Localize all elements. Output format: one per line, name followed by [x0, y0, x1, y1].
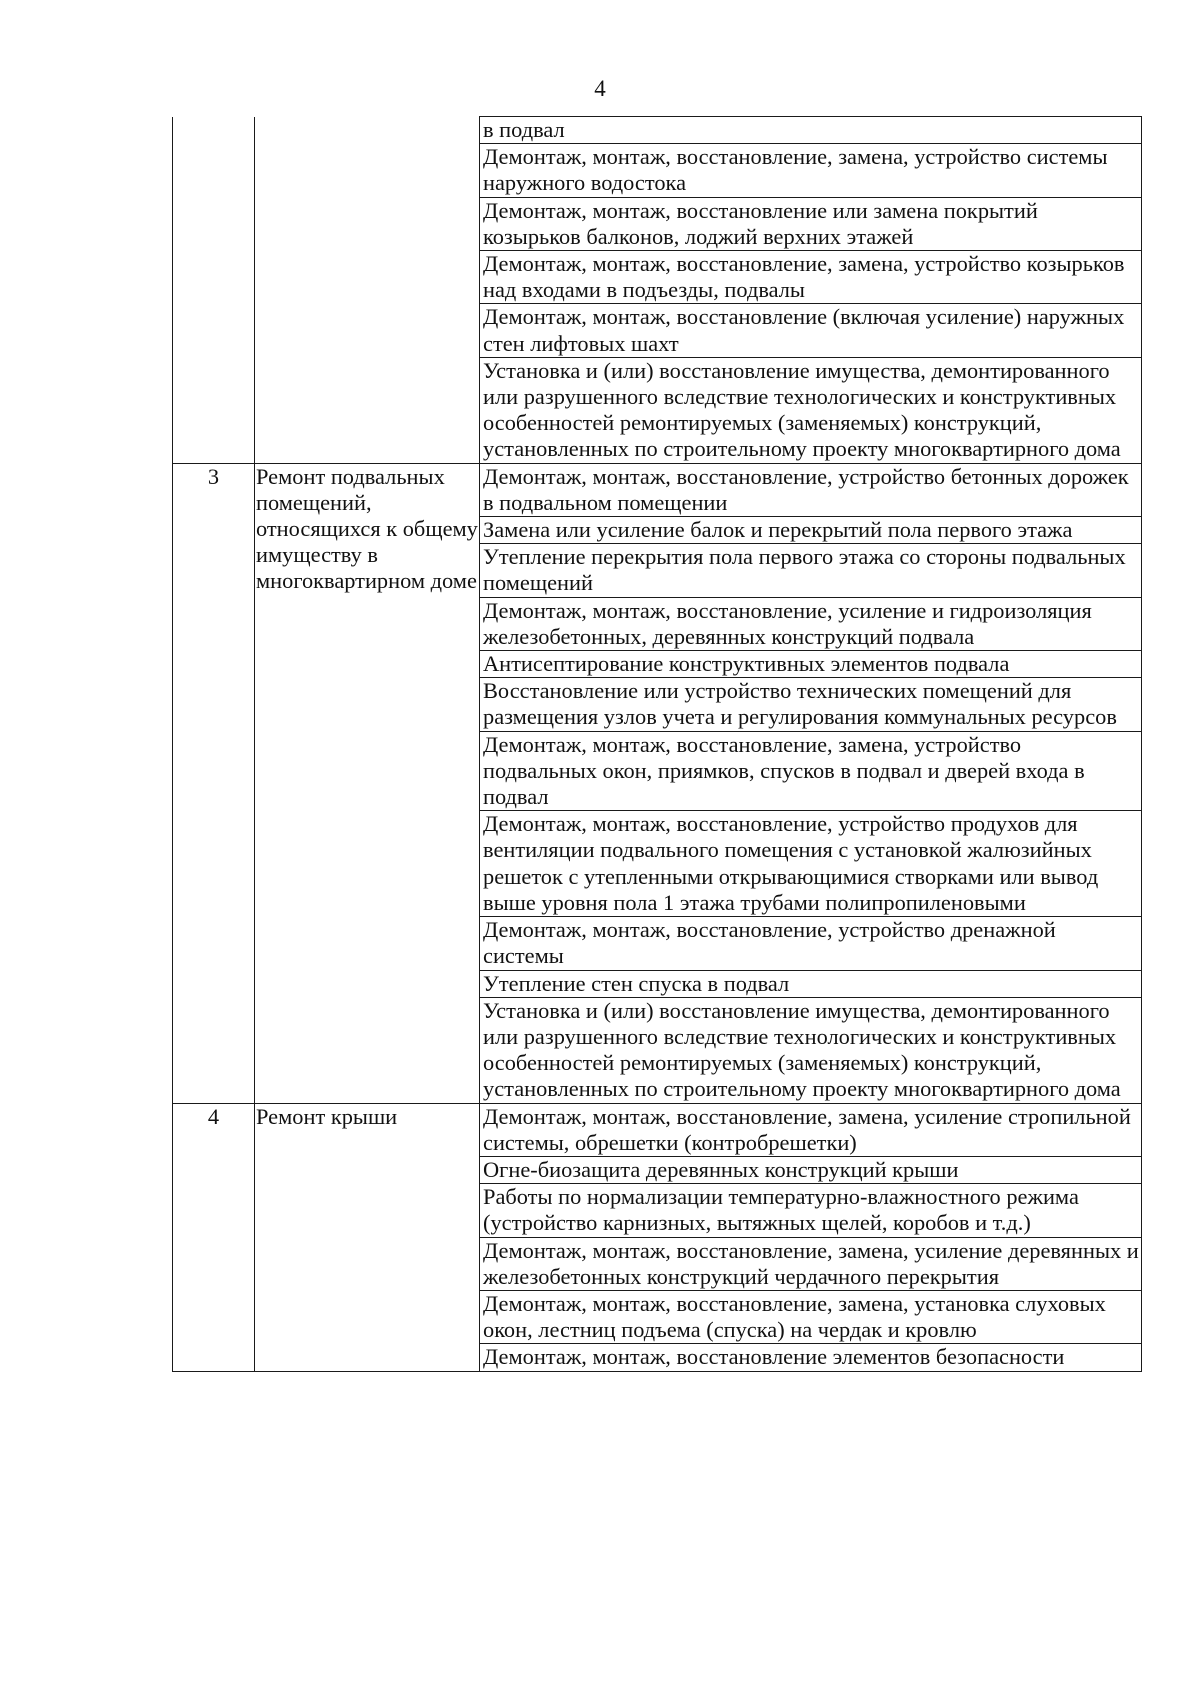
table-row: [173, 117, 1142, 144]
work-item: Демонтаж, монтаж, восстановление, усиление и гидроизоляция железобетонных, деревянных конструкций подвала: [480, 597, 1142, 650]
category-cell: [255, 117, 480, 464]
work-item: Демонтаж, монтаж, восстановление или замена покрытий козырьков балконов, лоджий верхних этажей: [480, 197, 1142, 250]
work-item: Демонтаж, монтаж, восстановление, устройство дренажной системы: [480, 917, 1142, 970]
work-item: Демонтаж, монтаж, восстановление, замена, усиление деревянных и железобетонных конструкций чердачного перекрытия: [480, 1237, 1142, 1290]
work-item: Демонтаж, монтаж, восстановление, замена, устройство козырьков над входами в подъезды, подвалы: [480, 251, 1142, 304]
category-cell: Ремонт крыши: [255, 1103, 480, 1371]
work-item: Демонтаж, монтаж, восстановление, замена, устройство системы наружного водостока: [480, 144, 1142, 197]
table-row: [173, 463, 1142, 516]
item-number-cell: 3: [173, 463, 255, 1103]
work-item: Установка и (или) восстановление имущества, демонтированного или разрушенного вследствие технологических и конструктивных особенностей ремонтируемых (заменяемых) конструкций, установленных по строительному проекту многоквартирного дома: [480, 997, 1142, 1103]
work-item: Демонтаж, монтаж, восстановление, устройство бетонных дорожек в подвальном помещении: [480, 463, 1142, 516]
work-item: Утепление перекрытия пола первого этажа со стороны подвальных помещений: [480, 544, 1142, 597]
work-item: Демонтаж, монтаж, восстановление, замена, установка слуховых окон, лестниц подъема (спуска) на чердак и кровлю: [480, 1290, 1142, 1343]
item-number-cell: 4: [173, 1103, 255, 1371]
work-item: Работы по нормализации температурно-влажностного режима (устройство карнизных, вытяжных щелей, коробов и т.д.): [480, 1184, 1142, 1237]
page-number: 4: [594, 76, 606, 101]
work-item: Восстановление или устройство технических помещений для размещения узлов учета и регулирования коммунальных ресурсов: [480, 678, 1142, 731]
work-item: Огне-биозащита деревянных конструкций крыши: [480, 1156, 1142, 1183]
category-cell: Ремонт подвальных помещений, относящихся к общему имуществу в многоквартирном доме: [255, 463, 480, 1103]
work-item: Антисептирование конструктивных элементов подвала: [480, 651, 1142, 678]
work-item: Демонтаж, монтаж, восстановление элементов безопасности: [480, 1344, 1142, 1371]
work-item: Замена или усиление балок и перекрытий пола первого этажа: [480, 517, 1142, 544]
work-item: в подвал: [480, 117, 1142, 144]
work-item: Демонтаж, монтаж, восстановление (включая усиление) наружных стен лифтовых шахт: [480, 304, 1142, 357]
work-item: Утепление стен спуска в подвал: [480, 970, 1142, 997]
works-table: [172, 116, 1142, 1372]
work-item: Демонтаж, монтаж, восстановление, замена, устройство подвальных окон, приямков, спусков в подвал и дверей входа в подвал: [480, 731, 1142, 811]
item-number-cell: [173, 117, 255, 464]
work-item: Установка и (или) восстановление имущества, демонтированного или разрушенного вследствие технологических и конструктивных особенностей ремонтируемых (заменяемых) конструкций, установленных по строительному проекту многоквартирного дома: [480, 357, 1142, 463]
work-item: Демонтаж, монтаж, восстановление, устройство продухов для вентиляции подвального помещения с установкой жалюзийных решеток с утепленными открывающимися створками или вывод выше уровня пола 1 этажа трубами полипропиленовыми: [480, 811, 1142, 917]
table-row: [173, 1103, 1142, 1156]
work-item: Демонтаж, монтаж, восстановление, замена, усиление стропильной системы, обрешетки (контробрешетки): [480, 1103, 1142, 1156]
